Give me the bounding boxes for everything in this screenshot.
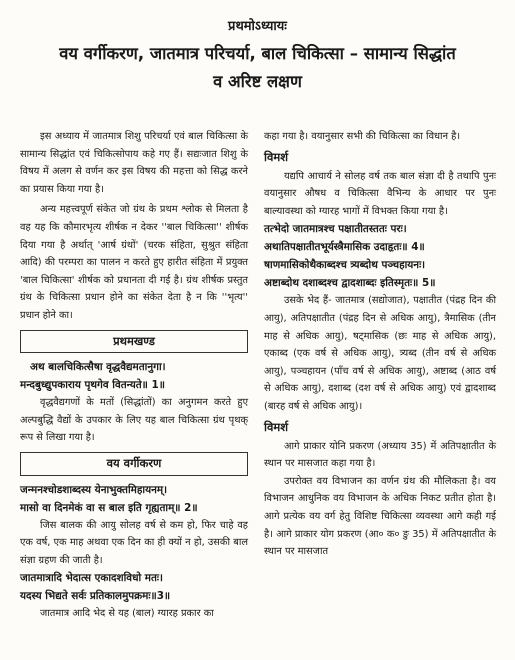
right-column	[264, 128, 496, 561]
verse-line: अष्टाब्दोथ दशाब्दश्च द्वादशाब्दः इतिस्मृतः॥ 5॥	[264, 277, 436, 290]
paragraph: वृद्धवैद्यगणों के मतों (सिद्धांतों) का अनुगमन करते हुए अल्पबुद्धि वैद्यों के उपकार के लिए यह बाल चिकित्सा ग्रंथ पृथक् रूप से लिखा गया है।	[20, 397, 248, 444]
chapter-title	[10, 40, 505, 96]
verse-line: अथातिपक्षातीतभूर्यस्त्रैमासिक उदाहृतः॥ 4॥	[264, 241, 425, 254]
verse-line: मन्दबुध्द्युपकाराय पृथगेव वितन्यते॥ 1॥	[20, 379, 165, 392]
intro-paragraph: इस अध्याय में जातमात्र शिशु परिचर्या एवं बाल चिकित्सा के सामान्य सिद्धांत एवं चिकित्सोपाय कहे गए हैं। सद्यःजात शिशु के विषय में अलग से वर्णन कर इस विषय की महत्ता को सिद्ध करने का प्रयास किया गया है।	[20, 131, 248, 195]
chapter-title-line-1: वय वर्गीकरण, जातमात्र परिचर्या, बाल चिकित्सा – सामान्य सिद्धांत	[59, 44, 456, 63]
paragraph: आगे प्राकार योनि प्रकरण (अध्याय 35) में अतिपक्षातीत के स्थान पर मासजात कहा गया है।	[264, 440, 496, 470]
paragraph: जातमात्र आदि भेद से यह (बाल) ग्यारह प्रकार का	[40, 608, 214, 620]
paragraph: यद्यपि आचार्य ने सोलह वर्ष तक बाल संज्ञा दी है तथापि पुनः वयानुसार औषध व चिकित्सा वैभिन्य के आधार पर पुनः बाल्यावस्था को ग्यारह भागों में विभक्त किया गया है।	[264, 170, 496, 217]
verse-line: जन्मनश्चोडशाब्दस्य येनाभुक्तमिहायनम्।	[20, 483, 168, 496]
section-heading-vimarsh: विमर्श	[264, 419, 289, 434]
verse-line: अथ बालचिकित्सैषा वृद्धवैद्यमतानुगा।	[30, 361, 166, 374]
verse-line: षाणमासिकोथैकाब्दश्च त्र्यब्दोथ पञ्चहायनः।	[264, 259, 426, 272]
verse-line: तत्भेदो जातमात्रश्च पक्षातीतस्ततः परः।	[264, 223, 407, 236]
paragraph: उपरोक्त वय विभाजन का वर्णन ग्रंथ की मौलिकता है। वय विभाजन आधुनिक वय विभाजन के अधिक निकट प्रतीत होता है। आगे प्रत्येक वय वर्ग हेतु विशिष्ट चिकित्सा व्यवस्था आगे कही गई है। आगे प्राकार योग प्रकरण (आ० क० ङु 35) में अतिपक्षातीत के स्थान पर मासजात	[264, 475, 496, 558]
paragraph: उसके भेद हैं- जातमात्र (सद्योजात), पक्षातीत (पंद्रह दिन की आयु), अतिपक्षातीत (पंद्रह दिन से अधिक आयु), त्रैमासिक (तीन माह से अधिक आयु), षट्मासिक (छः माह से अधिक आयु), एकाब्द (एक वर्ष से अधिक आयु), त्र्यब्द (तीन वर्ष से अधिक आयु), पञ्चहायन (पाँच वर्ष से अधिक आयु), अष्टाब्द (आठ वर्ष से अधिक आयु), दशाब्द (दश वर्ष से अधिक आयु) एवं द्वादशाब्द (बारह वर्ष से अधिक आयु)।	[264, 295, 496, 412]
chapter-heading: प्रथमोऽध्यायः	[228, 19, 287, 34]
paragraph: अन्य महत्त्वपूर्ण संकेत जो ग्रंथ के प्रथम श्लोक से मिलता है वह यह कि कौमारभृत्य शीर्षक न देकर ''बाल चिकित्सा'' शीर्षक दिया गया है अर्थात् 'आर्ष ग्रंथों' (चरक संहिता, सुश्रुत संहिता आदि) की परम्परा का पालन न करते हुए हारीत संहिता में प्रयुक्त 'बाल चिकित्सा' शीर्षक को प्रधानता दी गई है। ग्रंथ शीर्षक प्रस्तुत ग्रंथ के चिकित्सा प्रधान होने का संकेत देता है न कि ''भृत्य'' प्रधान होने का।	[20, 204, 248, 321]
verse-line: यदस्य भिद्यते सर्वः प्रतिकालमुपक्रमः॥3॥	[20, 590, 171, 603]
chapter-title-line-2: व अरिष्ट लक्षण	[213, 72, 302, 91]
section-heading-vay-vargikaran: वय वर्गीकरण	[20, 452, 248, 476]
left-column	[20, 128, 248, 623]
section-heading-vimarsh: विमर्श	[264, 149, 289, 164]
section-heading-prathamkhand: प्रथमखण्ड	[20, 330, 248, 354]
paragraph: कहा गया है। वयानुसार सभी की चिकित्सा का विधान है।	[264, 131, 461, 142]
verse-line: मासो वा दिनमेकं वा स बाल इति गृह्यताम्॥ 2॥	[20, 501, 198, 514]
verse-line: जातमात्रादि भेदात्स एकादशविधो मतः।	[20, 572, 163, 585]
paragraph: जिस बालक की आयु सोलह वर्ष से कम हो, फिर चाहे वह एक वर्ष, एक माह अथवा एक दिन का ही क्यों न हो, उसकी बाल संज्ञा ग्रहण की जाती है।	[20, 519, 248, 566]
